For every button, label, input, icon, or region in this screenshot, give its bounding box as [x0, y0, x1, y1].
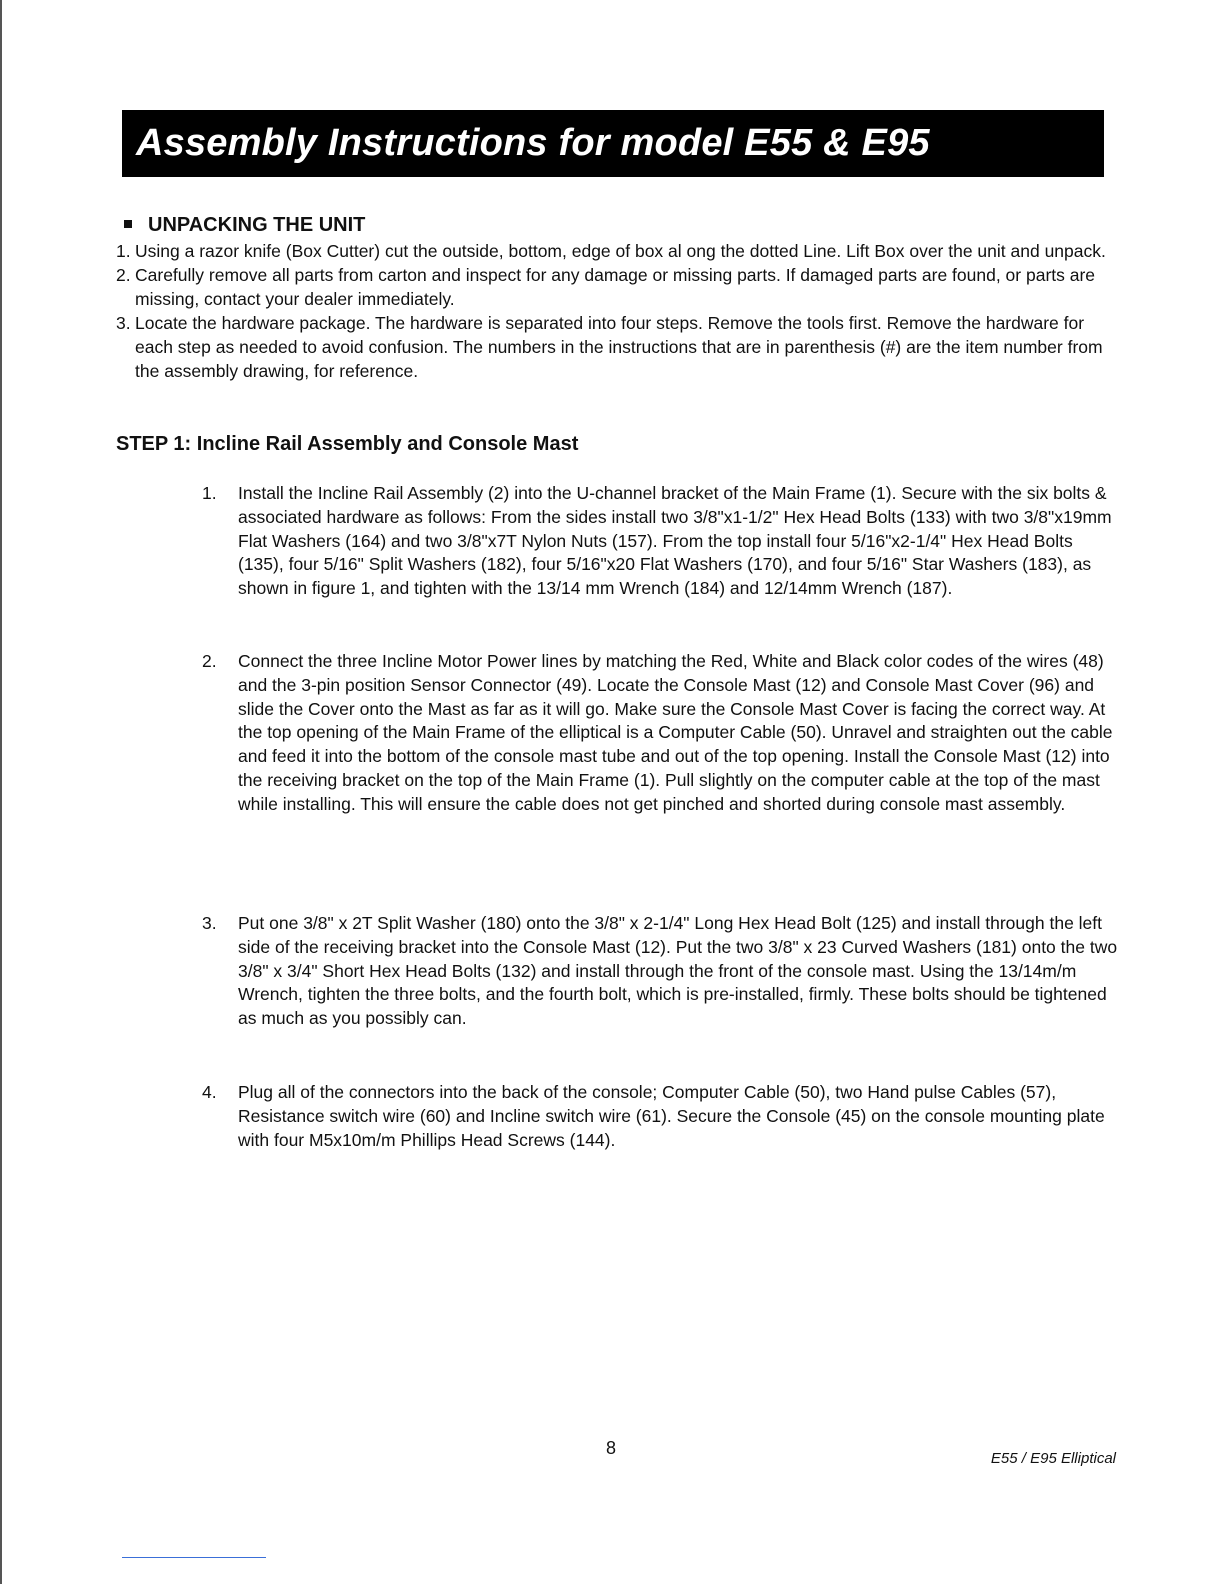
page-edge-line — [0, 0, 2, 1584]
footer-model-name: E55 / E95 Elliptical — [990, 1450, 1116, 1467]
list-item — [116, 311, 1116, 383]
step-item-text: Connect the three Incline Motor Power lines by matching the Red, White and Black color codes of the wires (48) and the 3-pin position Sensor Connector (49). Locate the Console Mast (12) and Console Mast Cover (96) and slide the Cover onto the Mast as far as it will go. Make sure the Console Mast Cover is facing the correct way. At the top opening of the Main Frame of the elliptical is a Computer Cable (50). Unravel and straighten out the cable and feed it into the bottom of the console mast tube and out of the top opening. Install the Console Mast (12) into the receiving bracket on the top of the Main Frame (1). Pull slightly on the computer cable at the top of the mast while installing. This will ensure the cable does not get pinched and shorted during console mast assembly. — [238, 651, 1113, 814]
list-item — [116, 239, 1116, 263]
list-item-number: 2. — [116, 265, 131, 285]
list-item-number: 1. — [116, 241, 131, 261]
step-item — [202, 482, 1122, 601]
step-item-number: 4. — [202, 1082, 217, 1102]
step1-heading: STEP 1: Incline Rail Assembly and Console Mast — [116, 433, 579, 455]
list-item — [116, 263, 1116, 311]
unpacking-list — [116, 239, 1116, 383]
list-item-number: 3. — [116, 313, 131, 333]
unpacking-heading-text: UNPACKING THE UNIT — [148, 214, 366, 236]
title-banner — [122, 110, 1104, 177]
step-item-number: 2. — [202, 651, 217, 671]
unpacking-heading — [124, 213, 365, 237]
step-item-text: Install the Incline Rail Assembly (2) into the U-channel bracket of the Main Frame (1). Secure with the six bolts & associated hardware as follows: From the sides install two 3/8"x1-1/2" Hex Head Bolts (133) with two 3/8"x19mm Flat Washers (164) and two 3/8"x7T Nylon Nuts (157). From the top install four 5/16"x2-1/4" Hex Head Bolts (135), four 5/16" Split Washers (182), four 5/16"x20 Flat Washers (170), and four 5/16" Star Washers (183), as shown in figure 1, and tighten with the 13/14 mm Wrench (184) and 12/14mm Wrench (187). — [238, 483, 1112, 599]
step-item — [202, 650, 1122, 817]
step-item — [202, 1081, 1122, 1152]
page-title: Assembly Instructions for model E55 & E95 — [136, 122, 930, 164]
page-number: 8 — [606, 1438, 617, 1458]
footer-divider — [122, 1557, 266, 1558]
step-item-number: 1. — [202, 483, 217, 503]
step-item-text: Put one 3/8" x 2T Split Washer (180) onto the 3/8" x 2-1/4" Long Hex Head Bolt (125) and install through the left side of the receiving bracket into the Console Mast (12). Put the two 3/8" x 23 Curved Washers (181) onto the two 3/8" x 3/4" Short Hex Head Bolts (132) and install through the front of the console mast. Using the 13/14m/m Wrench, tighten the three bolts, and the fourth bolt, which is pre-installed, firmly. These bolts should be tightened as much as you possibly can. — [238, 913, 1118, 1029]
list-item-text: Carefully remove all parts from carton and inspect for any damage or missing parts. If damaged parts are found, or parts are missing, contact your dealer immediately. — [135, 265, 1096, 309]
square-bullet-icon — [124, 220, 132, 228]
list-item-text: Using a razor knife (Box Cutter) cut the outside, bottom, edge of box al ong the dotted Line. Lift Box over the unit and unpack. — [135, 241, 1106, 261]
step-item — [202, 912, 1122, 1031]
step-item-text: Plug all of the connectors into the back of the console; Computer Cable (50), two Hand pulse Cables (57), Resistance switch wire (60) and Incline switch wire (61). Secure the Console (45) on the console mounting plate with four M5x10m/m Phillips Head Screws (144). — [238, 1082, 1105, 1150]
list-item-text: Locate the hardware package. The hardware is separated into four steps. Remove the tools first. Remove the hardware for each step as needed to avoid confusion. The numbers in the instructions that are in parenthesis (#) are the item number from the assembly drawing, for reference. — [135, 313, 1103, 381]
step-item-number: 3. — [202, 913, 217, 933]
